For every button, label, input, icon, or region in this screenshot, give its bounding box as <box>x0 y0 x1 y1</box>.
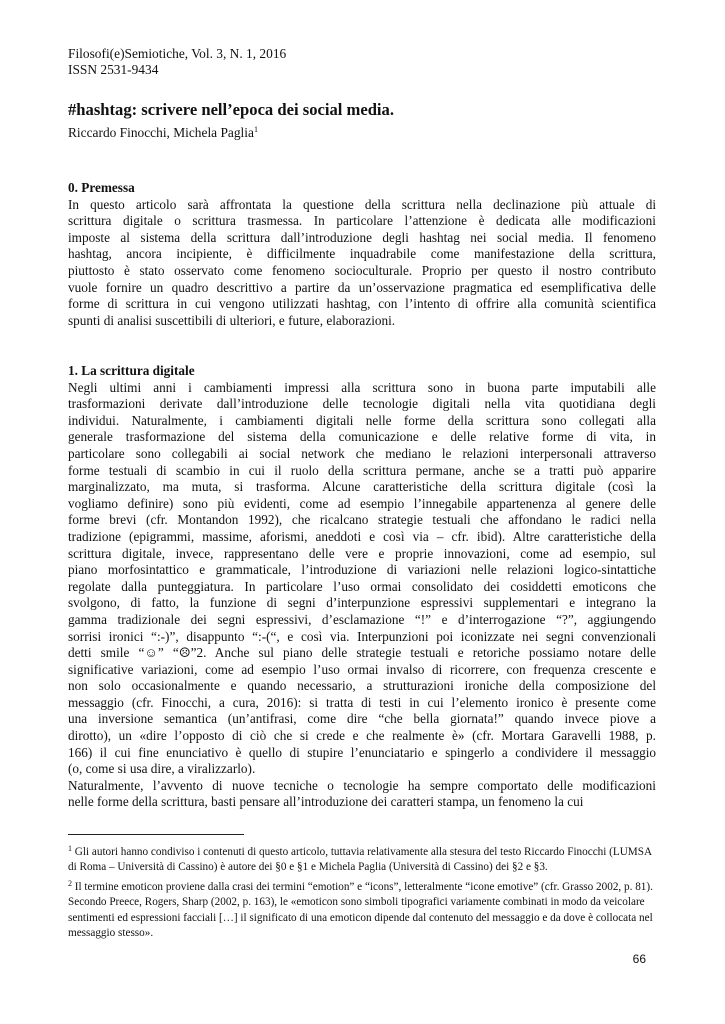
text-line: particolare sono collegabili ai social network che mediano le relazioni interpersonali attraverso <box>68 445 656 461</box>
footnote-divider <box>68 834 244 835</box>
journal-issn: ISSN 2531-9434 <box>68 62 159 77</box>
footnote-number: 1 <box>68 844 72 853</box>
text-line: regolate dalla punteggiatura. In particolare l’uso ormai consolidato dei cosiddetti emoticons che <box>68 578 656 594</box>
text-line: vogliamo definire) sono più evidenti, come ad esempio l’innegabile appartenenza al genere delle <box>68 495 656 511</box>
section-heading: 0. Premessa <box>68 180 135 195</box>
text-line: 166) il cui fine enunciativo è quello di stupire l’enunciatario e spingerlo a condividere il messaggio <box>68 744 656 760</box>
section-premessa <box>68 180 656 329</box>
section-body <box>68 197 656 330</box>
footnote-1 <box>68 841 656 876</box>
text-line: scrittura digitale, invece, rappresentano delle vere e proprie innovazioni, come ad esempio, sul <box>68 545 656 561</box>
text-line: hashtag, ancora incipiente, è difficilmente inquadrabile come manifestazione della scrittura, <box>68 246 656 262</box>
journal-title: Filosofi(e)Semiotiche, Vol. 3, N. 1, 2016 <box>68 46 287 61</box>
text-line: forme brevi (cfr. Montandon 1992), che ricalcano strategie testuali che affondano le radici nella <box>68 512 656 528</box>
footnote-text: Il termine emoticon proviene dalla crasi dei termini “emotion” e “icons”, letteralmente “icone emotive” (cfr. Grasso 2002, p. 81). Secondo Preece, Rogers, Sharp (2002, p. 163), le «emoticon sono simboli tipografici variamente combinati in modo da veicolare sentimenti ed espressioni facciali […] il significato di una emoticon dipende dal contenuto del messaggio e da dove è collocata nel messaggio stesso». <box>68 880 653 940</box>
text-line: detti smile “☺” “☹”2. Anche sul piano delle strategie testuali e retoriche possiamo notare delle <box>68 645 656 661</box>
authors-names: Riccardo Finocchi, Michela Paglia <box>68 125 254 140</box>
footnote-2 <box>68 876 656 942</box>
article-title: #hashtag: scrivere nell’epoca dei social media. <box>68 100 394 119</box>
text-line: gamma tradizionale dei segni espressivi, d’esclamazione “!” e d’interrogazione “?”, aggiungendo <box>68 611 656 627</box>
text-line: (o, come si usa dire, a viralizzarlo). <box>68 761 256 777</box>
text-line: piano morfosintattico e grammaticale, l’introduzione di variazioni nelle relazioni logico-sintattiche <box>68 562 656 578</box>
text-line: una inversione semantica (un’antifrasi, come dire “che bella giornata!” quando invece piove a <box>68 711 656 727</box>
text-line: nelle forme della scrittura, basti pensare all’introduzione dei caratteri stampa, un fenomeno la cui <box>68 794 584 810</box>
text-line: forme di scrittura in cui vengono utilizzati hashtag, con l’intento di offrire alla comunità scientifica <box>68 296 656 312</box>
text-line: vuole fornire un quadro descrittivo a partire da un’osservazione pragmatica ed esemplificativa delle <box>68 279 656 295</box>
text-line: trasformazioni derivate dall’introduzione delle tecnologie digitali nella vita quotidiana degli <box>68 396 656 412</box>
section-scrittura-digitale <box>68 363 656 811</box>
authors-footnote-ref[interactable]: 1 <box>253 125 258 134</box>
text-line: sorrisi ironici “:-)”, disappunto “:-(“, e così via. Interpunzioni poi iconizzate nei segni convenzionali <box>68 628 656 644</box>
text-line: non solo occasionalmente e quando necessario, a strutturazioni ironiche della composizione del <box>68 678 656 694</box>
section-body <box>68 380 656 811</box>
text-line: tradizione (epigrammi, massime, aforismi, aneddoti e così via – cfr. ibid). Altre caratteristiche della <box>68 528 656 544</box>
footnotes <box>68 841 656 941</box>
text-line: generale trasformazione del sistema della comunicazione e delle relative forme di vita, in <box>68 429 656 445</box>
text-line: forme testuali di scambio in cui il ruolo della scrittura permane, anche se a tratti può apparire <box>68 462 656 478</box>
document-page <box>68 0 656 1024</box>
text-line: significative variazioni, come ad esempio l’uso ormai invalso di ricorrere, con frequenza crescente e <box>68 661 656 677</box>
text-line: In questo articolo sarà affrontata la questione della scrittura nella declinazione più attuale di <box>68 196 656 212</box>
text-line: scrittura digitale o scrittura trasmessa. In particolare l’attenzione è dedicata alle modificazioni <box>68 213 656 229</box>
text-line: imposte al sistema della scrittura dall’introduzione degli hashtag nei social media. Il fenomeno <box>68 229 656 245</box>
article-authors <box>68 122 258 141</box>
section-heading: 1. La scrittura digitale <box>68 363 195 378</box>
text-line: Naturalmente, l’avvento di nuove tecniche o tecnologie ha sempre comportato delle modificazioni <box>68 777 656 793</box>
text-line: piuttosto è stato osservato come fenomeno socioculturale. Proprio per questo il nostro contributo <box>68 262 656 278</box>
text-line: marginalizzato, ma muta, si trasforma. Alcune caratteristiche della scrittura digitale (così la <box>68 479 656 495</box>
text-line: Negli ultimi anni i cambiamenti impressi alla scrittura sono in buona parte imputabili alle <box>68 379 656 395</box>
text-line: spunti di analisi suscettibili di ulteriori, e future, elaborazioni. <box>68 312 396 328</box>
text-line: individui. Naturalmente, i cambiamenti digitali nelle forme della scrittura sono collegati alla <box>68 412 656 428</box>
footnote-number: 2 <box>68 878 72 888</box>
footnote-text: Gli autori hanno condiviso i contenuti di questo articolo, tuttavia relativamente alla stesura del testo Riccardo Finocchi (LUMSA di Roma – Università di Cassino) è autore dei §0 e §1 e Michela Paglia (Università di Cassino) dei §2 e §3. <box>68 846 652 874</box>
journal-header <box>68 46 286 78</box>
text-line: messaggio (cfr. Finocchi, a cura, 2016): si tratta di testi in cui l’elemento ironico è presente come <box>68 694 656 710</box>
text-line: dirotto), un «dire l’opposto di ciò che si crede e che realmente è» (cfr. Mortara Garavelli 1988, p. <box>68 728 656 744</box>
page-number: 66 <box>632 952 646 966</box>
text-line: svolgono, di fatto, la funzione di segni d’interpunzione espressivi supplementari e integrano la <box>68 595 656 611</box>
